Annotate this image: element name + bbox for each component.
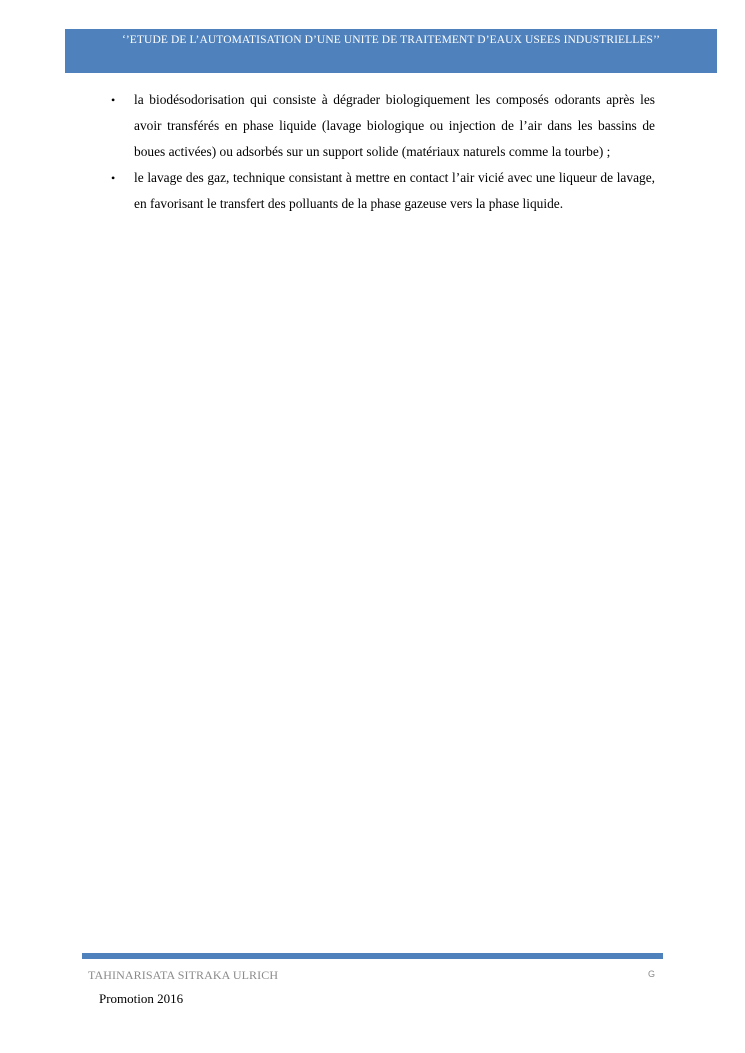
footer-promotion: Promotion 2016 xyxy=(99,991,184,1006)
list-item-text: la biodésodorisation qui consiste à dégrader biologiquement les composés odorants après les avoir transférés en phase liquide (lavage biologique ou injection de l’air dans les bassins de boues activées) ou adsorbés sur un support solide (matériaux naturels comme la tourbe) ; xyxy=(134,92,655,159)
list-item-text: le lavage des gaz, technique consistant à mettre en contact l’air vicié avec une liqueur de lavage, en favorisant le transfert des polluants de la phase gazeuse vers la phase liquide. xyxy=(134,170,655,211)
bullet-marker: • xyxy=(111,93,116,107)
list-item-biodeodorization xyxy=(108,87,655,165)
list-item-gas-washing xyxy=(108,165,655,217)
page-number: G xyxy=(648,969,656,979)
page-header-band xyxy=(65,29,717,73)
document-title: ‘’ETUDE DE L’AUTOMATISATION D’UNE UNITE DE TRAITEMENT D’EAUX USEES INDUSTRIELLES’’ xyxy=(121,34,661,46)
page-body xyxy=(108,87,655,217)
footer-rule xyxy=(82,953,663,959)
bullet-marker: • xyxy=(111,171,116,185)
bullet-list xyxy=(108,87,655,217)
footer-author: TAHINARISATA SITRAKA ULRICH xyxy=(88,968,279,982)
